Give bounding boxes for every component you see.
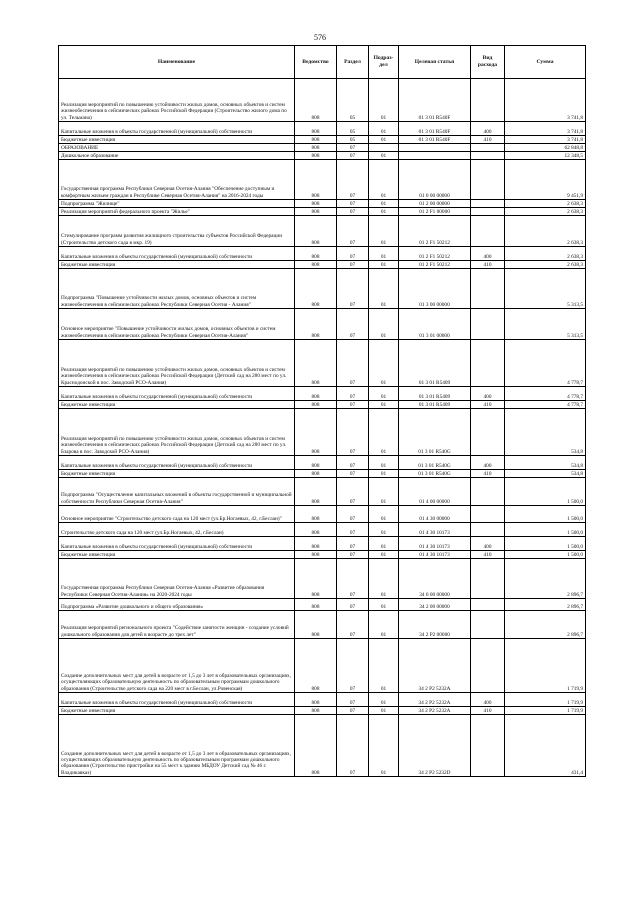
row-amount: 4 778,7 (505, 340, 586, 387)
row-department: 808 (295, 152, 337, 160)
table-row (59, 693, 586, 707)
row-amount: 534,8 (505, 456, 586, 470)
row-expense-type (471, 309, 505, 340)
row-expense-type: 410 (471, 470, 505, 478)
row-expense-type: 400 (471, 537, 505, 551)
row-amount: 4 778,7 (505, 401, 586, 409)
row-amount: 534,8 (505, 470, 586, 478)
table-row (59, 247, 586, 261)
table-row (59, 79, 586, 122)
row-subsection: 01 (369, 247, 399, 261)
row-section: 07 (337, 261, 369, 269)
row-expense-type (471, 340, 505, 387)
row-subsection: 01 (369, 409, 399, 456)
row-department: 808 (295, 200, 337, 208)
row-target-article: 01 3 01 R540G (399, 456, 471, 470)
row-name: Подпрограмма "Повышение устойчивости жилых домов, основных объектов и систем жизнеобеспечения в сейсмических районах Республики Северная Осетия - Алания" (59, 269, 295, 309)
header-amount: Сумма (505, 46, 586, 79)
row-department: 808 (295, 261, 337, 269)
row-section: 07 (337, 144, 369, 152)
row-subsection: 01 (369, 122, 399, 136)
row-amount: 2 638,3 (505, 200, 586, 208)
row-name: Капитальные вложения в объекты государственной (муниципальной) собственности (59, 122, 295, 136)
table-row (59, 269, 586, 309)
row-department: 808 (295, 611, 337, 639)
row-department: 808 (295, 559, 337, 599)
table-row (59, 551, 586, 559)
table-header-row (59, 46, 586, 79)
row-department: 808 (295, 523, 337, 537)
header-section: Раздел (337, 46, 369, 79)
row-section: 07 (337, 599, 369, 611)
row-section: 07 (337, 559, 369, 599)
row-expense-type (471, 409, 505, 456)
row-subsection: 01 (369, 478, 399, 506)
row-subsection: 01 (369, 269, 399, 309)
row-name: Реализация мероприятий федерального проекта "Жилье" (59, 208, 295, 216)
row-name: Бюджетные инвестиции (59, 470, 295, 478)
row-target-article: 01 3 00 00000 (399, 269, 471, 309)
row-expense-type (471, 611, 505, 639)
row-section: 07 (337, 309, 369, 340)
table-row (59, 160, 586, 200)
row-name: Капитальные вложения в объекты государственной (муниципальной) собственности (59, 456, 295, 470)
row-section: 07 (337, 537, 369, 551)
row-section: 07 (337, 456, 369, 470)
row-expense-type (471, 639, 505, 693)
row-department: 808 (295, 599, 337, 611)
row-target-article: 01 0 00 00000 (399, 160, 471, 200)
header-subsection: Подраз- дел (369, 46, 399, 79)
row-amount: 4 778,7 (505, 387, 586, 401)
table-row (59, 409, 586, 456)
row-target-article: 34 0 00 00000 (399, 559, 471, 599)
row-subsection: 01 (369, 261, 399, 269)
row-amount: 2 638,3 (505, 216, 586, 247)
table-row (59, 707, 586, 715)
table-row (59, 559, 586, 599)
row-target-article: 01 2 F1 50212 (399, 261, 471, 269)
row-target-article (399, 152, 471, 160)
row-amount: 1 500,0 (505, 506, 586, 523)
row-section: 07 (337, 551, 369, 559)
table-row (59, 478, 586, 506)
row-department: 808 (295, 639, 337, 693)
row-expense-type (471, 79, 505, 122)
row-subsection: 01 (369, 707, 399, 715)
row-section: 07 (337, 707, 369, 715)
row-subsection: 01 (369, 401, 399, 409)
table-row (59, 387, 586, 401)
row-expense-type (471, 144, 505, 152)
row-section: 05 (337, 122, 369, 136)
row-amount: 534,8 (505, 409, 586, 456)
row-subsection: 01 (369, 470, 399, 478)
row-target-article: 01 4 30 10173 (399, 551, 471, 559)
row-department: 808 (295, 715, 337, 777)
row-department: 808 (295, 136, 337, 144)
row-section: 07 (337, 523, 369, 537)
row-department: 808 (295, 409, 337, 456)
row-name: Подпрограмма "Осуществление капитальных вложений в объекты государственной и муниципальной собственности Республики Северная Осетия-Алания" (59, 478, 295, 506)
row-subsection: 01 (369, 551, 399, 559)
row-target-article: 01 4 00 00000 (399, 478, 471, 506)
header-name: Наименование (59, 46, 295, 79)
row-target-article: 01 4 30 10173 (399, 537, 471, 551)
row-target-article: 34 2 P2 00000 (399, 611, 471, 639)
budget-table (58, 45, 586, 777)
row-section: 07 (337, 409, 369, 456)
row-name: Дошкольное образование (59, 152, 295, 160)
header-expense-type: Вид расхода (471, 46, 505, 79)
row-expense-type: 400 (471, 122, 505, 136)
row-name: Капитальные вложения в объекты государственной (муниципальной) собственности (59, 247, 295, 261)
table-row (59, 340, 586, 387)
row-expense-type (471, 200, 505, 208)
row-expense-type: 400 (471, 247, 505, 261)
row-expense-type: 410 (471, 401, 505, 409)
row-section: 07 (337, 401, 369, 409)
row-amount: 62 848,8 (505, 144, 586, 152)
row-amount: 1 719,9 (505, 693, 586, 707)
row-expense-type (471, 506, 505, 523)
row-name: Создание дополнительных мест для детей в возрасте от 1,5 до 3 лет в образовательных организациях, осуществляющих образовательную деятельность по образовательным программам дошкольного образования (Строительство пристройки на 55 мест к зданию МБДОУ Детский сад № 46 г. Владикавказ) (59, 715, 295, 777)
row-section: 05 (337, 79, 369, 122)
row-subsection: 01 (369, 216, 399, 247)
row-section: 07 (337, 200, 369, 208)
row-target-article: 01 3 01 R5409 (399, 387, 471, 401)
row-name: Бюджетные инвестиции (59, 551, 295, 559)
table-row (59, 136, 586, 144)
row-expense-type (471, 160, 505, 200)
row-expense-type (471, 208, 505, 216)
row-amount: 9 451,9 (505, 160, 586, 200)
row-subsection: 01 (369, 639, 399, 693)
row-expense-type (471, 715, 505, 777)
row-department: 808 (295, 456, 337, 470)
row-target-article: 01 3 01 R5409 (399, 401, 471, 409)
row-subsection: 01 (369, 715, 399, 777)
row-expense-type: 400 (471, 387, 505, 401)
row-amount: 2 638,3 (505, 208, 586, 216)
row-amount: 1 500,0 (505, 551, 586, 559)
row-department: 808 (295, 269, 337, 309)
row-target-article: 34 2 P2 5232A (399, 639, 471, 693)
row-target-article: 01 3 01 R540F (399, 122, 471, 136)
row-expense-type (471, 216, 505, 247)
row-target-article: 01 3 01 R540F (399, 136, 471, 144)
table-row (59, 537, 586, 551)
row-amount: 3 741,8 (505, 122, 586, 136)
row-name: Стимулирование программ развития жилищного строительства субъектов Российской Федерации (Строительство детского сада в мкр. 19) (59, 216, 295, 247)
row-name: Бюджетные инвестиции (59, 261, 295, 269)
row-department: 808 (295, 122, 337, 136)
table-row (59, 470, 586, 478)
row-department: 808 (295, 340, 337, 387)
row-subsection (369, 144, 399, 152)
row-department: 808 (295, 551, 337, 559)
row-name: Реализация мероприятий регионального проекта "Содействие занятости женщин - создание условий дошкольного образования для детей в возрасте до трех лет" (59, 611, 295, 639)
row-section: 07 (337, 639, 369, 693)
row-expense-type (471, 599, 505, 611)
row-amount: 2 896,7 (505, 599, 586, 611)
header-department: Ведомство (295, 46, 337, 79)
row-expense-type: 410 (471, 136, 505, 144)
row-subsection: 01 (369, 309, 399, 340)
row-target-article: 01 3 01 R5409 (399, 340, 471, 387)
row-amount: 2 896,7 (505, 559, 586, 599)
row-subsection: 01 (369, 340, 399, 387)
row-section: 07 (337, 693, 369, 707)
row-target-article: 01 2 F1 00000 (399, 208, 471, 216)
row-expense-type: 410 (471, 261, 505, 269)
row-subsection: 01 (369, 693, 399, 707)
row-subsection: 01 (369, 537, 399, 551)
row-department: 808 (295, 506, 337, 523)
row-section: 07 (337, 269, 369, 309)
row-subsection: 01 (369, 79, 399, 122)
row-name: Бюджетные инвестиции (59, 707, 295, 715)
row-amount: 1 500,0 (505, 478, 586, 506)
row-subsection: 01 (369, 456, 399, 470)
row-department: 808 (295, 693, 337, 707)
row-name: Строительство детского сада на 120 мест (ул.Бр.Ногаевых, 42, г.Беслан) (59, 523, 295, 537)
row-department: 808 (295, 247, 337, 261)
row-subsection: 01 (369, 208, 399, 216)
row-department: 808 (295, 537, 337, 551)
row-amount: 1 719,9 (505, 639, 586, 693)
row-target-article (399, 144, 471, 152)
table-row (59, 523, 586, 537)
row-amount: 3 741,8 (505, 79, 586, 122)
row-amount: 431,4 (505, 715, 586, 777)
row-subsection: 01 (369, 136, 399, 144)
row-name: Бюджетные инвестиции (59, 136, 295, 144)
row-expense-type (471, 559, 505, 599)
table-row (59, 122, 586, 136)
row-department: 808 (295, 208, 337, 216)
table-row (59, 599, 586, 611)
row-target-article: 34 2 P2 5232A (399, 693, 471, 707)
row-name: Основное мероприятие "Повышение устойчивости жилых домов, основных объектов и систем жизнеобеспечения в сейсмических районах Республики Северная Осетия-Алания" (59, 309, 295, 340)
row-section: 07 (337, 715, 369, 777)
row-name: Капитальные вложения в объекты государственной (муниципальной) собственности (59, 693, 295, 707)
row-subsection: 01 (369, 200, 399, 208)
row-name: Реализация мероприятий по повышению устойчивости жилых домов, основных объектов и систем жизнеобеспечения в сейсмических районах Российской Федерации (Строительство жилого дома по ул. Тельмана) (59, 79, 295, 122)
row-amount: 5 313,5 (505, 309, 586, 340)
row-name: Капитальные вложения в объекты государственной (муниципальной) собственности (59, 387, 295, 401)
row-amount: 3 741,8 (505, 136, 586, 144)
row-name: Основное мероприятие "Строительство детского сада на 120 мест (ул.Бр.Ногаевых, 42, г.Беслан)" (59, 506, 295, 523)
row-expense-type: 410 (471, 707, 505, 715)
table-row (59, 401, 586, 409)
row-amount: 1 500,0 (505, 537, 586, 551)
row-name: ОБРАЗОВАНИЕ (59, 144, 295, 152)
row-section: 07 (337, 506, 369, 523)
row-amount: 5 313,5 (505, 269, 586, 309)
row-target-article: 01 3 01 R540G (399, 409, 471, 456)
row-subsection: 01 (369, 599, 399, 611)
row-department: 808 (295, 79, 337, 122)
table-row (59, 152, 586, 160)
row-target-article: 01 4 30 00000 (399, 506, 471, 523)
table-row (59, 611, 586, 639)
row-target-article: 01 3 01 R540G (399, 470, 471, 478)
row-expense-type (471, 523, 505, 537)
page-number: 576 (314, 33, 326, 42)
row-target-article: 01 2 F1 50212 (399, 216, 471, 247)
row-target-article: 01 2 F1 50212 (399, 247, 471, 261)
row-subsection: 01 (369, 611, 399, 639)
row-name: Государственная программа Республики Северная Осетия-Алания "Обеспечение доступным и комфортным жильем граждан в Республике Северная Осетия-Алания" на 2016-2024 годы (59, 160, 295, 200)
row-expense-type: 400 (471, 693, 505, 707)
row-department: 808 (295, 470, 337, 478)
row-target-article: 01 3 01 R540F (399, 79, 471, 122)
row-amount: 2 638,3 (505, 261, 586, 269)
row-name: Капитальные вложения в объекты государственной (муниципальной) собственности (59, 537, 295, 551)
row-section: 07 (337, 247, 369, 261)
row-subsection: 01 (369, 387, 399, 401)
row-subsection: 01 (369, 559, 399, 599)
table-row (59, 639, 586, 693)
table-row (59, 200, 586, 208)
row-target-article: 01 2 00 00000 (399, 200, 471, 208)
row-name: Подпрограмма «Развитие дошкольного и общего образования» (59, 599, 295, 611)
row-expense-type (471, 152, 505, 160)
table-row (59, 208, 586, 216)
row-amount: 12 348,5 (505, 152, 586, 160)
row-expense-type: 400 (471, 456, 505, 470)
row-name: Реализация мероприятий по повышению устойчивости жилых домов, основных объектов и систем жизнеобеспечения в сейсмических районах Российской Федерации (Детский сад на 280 мест по ул. Бзарова в пос. Заводской РСО-Алания) (59, 409, 295, 456)
row-expense-type (471, 478, 505, 506)
row-name: Создание дополнительных мест для детей в возрасте от 1,5 до 3 лет в образовательных организациях, осуществляющих образовательную деятельность по образовательным программам дошкольного образования (Строительство детского сада на 220 мест в г.Беслан, ул.Ровенская) (59, 639, 295, 693)
row-section: 07 (337, 340, 369, 387)
row-name: Государственная программа Республики Северная Осетия-Алания «Развитие образования Республики Северная Осетия-Алания» на 2020-2024 годы (59, 559, 295, 599)
row-section: 07 (337, 611, 369, 639)
row-expense-type: 410 (471, 551, 505, 559)
row-section: 07 (337, 216, 369, 247)
row-expense-type (471, 269, 505, 309)
row-target-article: 01 3 01 00000 (399, 309, 471, 340)
row-subsection: 01 (369, 523, 399, 537)
header-target-article: Целевая статья (399, 46, 471, 79)
row-target-article: 01 4 30 10173 (399, 523, 471, 537)
row-name: Подпрограмма "Жилище" (59, 200, 295, 208)
table-row (59, 261, 586, 269)
row-department: 808 (295, 216, 337, 247)
table-row (59, 309, 586, 340)
row-department: 808 (295, 478, 337, 506)
row-department: 808 (295, 160, 337, 200)
row-section: 07 (337, 208, 369, 216)
row-department: 808 (295, 144, 337, 152)
row-section: 07 (337, 160, 369, 200)
row-amount: 1 719,9 (505, 707, 586, 715)
table-row (59, 216, 586, 247)
table-row (59, 506, 586, 523)
row-department: 808 (295, 707, 337, 715)
row-department: 808 (295, 309, 337, 340)
row-subsection: 01 (369, 160, 399, 200)
row-target-article: 34 2 P2 5232D (399, 715, 471, 777)
row-section: 07 (337, 470, 369, 478)
row-name: Реализация мероприятий по повышению устойчивости жилых домов, основных объектов и систем жизнеобеспечения в сейсмических районах Российской Федерации (Детский сад на 280 мест по ул. Краснодонской в пос. Заводской РСО-Алания) (59, 340, 295, 387)
row-department: 808 (295, 387, 337, 401)
table-row (59, 456, 586, 470)
row-amount: 1 500,0 (505, 523, 586, 537)
row-subsection: 01 (369, 152, 399, 160)
row-amount: 2 896,7 (505, 611, 586, 639)
row-amount: 2 638,3 (505, 247, 586, 261)
row-target-article: 34 2 00 00000 (399, 599, 471, 611)
row-name: Бюджетные инвестиции (59, 401, 295, 409)
row-subsection: 01 (369, 506, 399, 523)
row-section: 05 (337, 136, 369, 144)
row-department: 808 (295, 401, 337, 409)
table-row (59, 715, 586, 777)
row-section: 07 (337, 478, 369, 506)
table-row (59, 144, 586, 152)
row-target-article: 34 2 P2 5232A (399, 707, 471, 715)
row-section: 07 (337, 387, 369, 401)
row-section: 07 (337, 152, 369, 160)
